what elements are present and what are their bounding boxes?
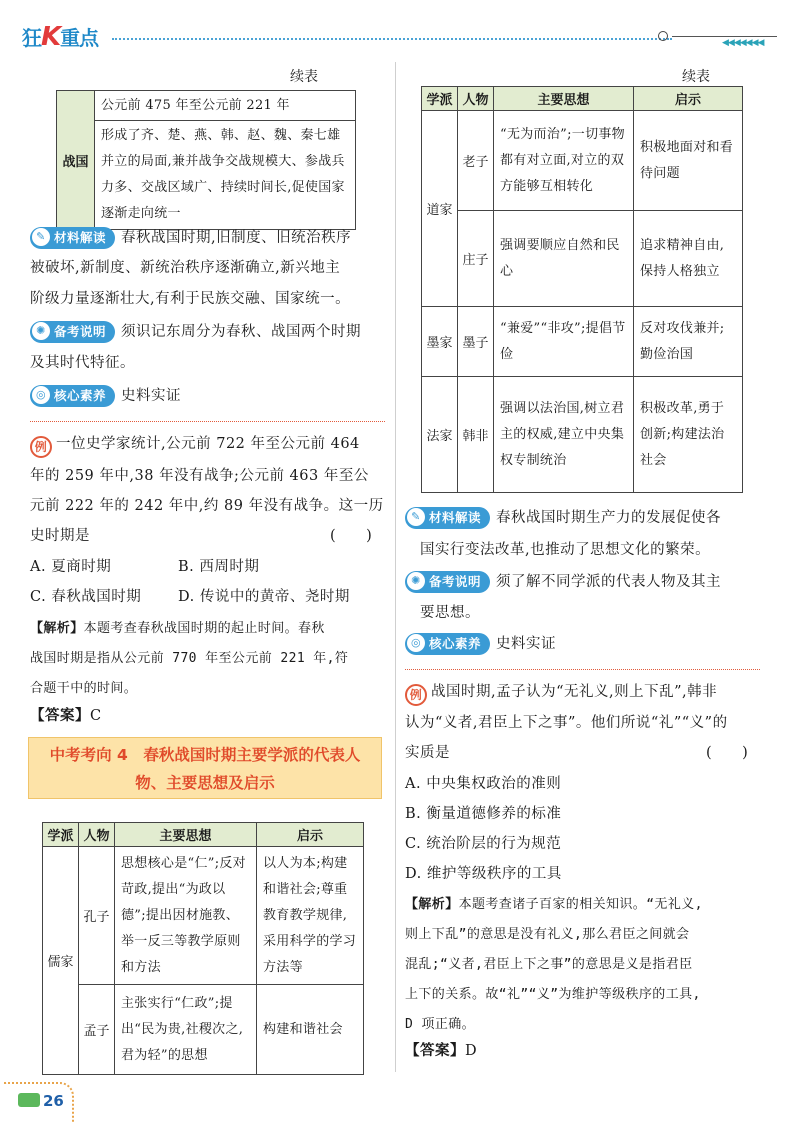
cell-insight: 构建和谐社会: [257, 985, 364, 1075]
right-material-line-2: 国实行变法改革,也推动了思想文化的繁荣。: [420, 542, 711, 558]
book-icon: ✎: [32, 228, 50, 246]
cell-school-daoist: 道家: [422, 111, 458, 307]
left-material-line-2: 被破坏,新制度、新统治秩序逐渐确立,新兴地主: [30, 260, 341, 276]
material-tag: ✎ 材料解读: [30, 227, 115, 249]
cell-idea: 强调以法治国,树立君主的权威,建立中央集权专制统治: [494, 377, 634, 493]
banner-line-1: 中考考向 4 春秋战国时期主要学派的代表人: [49, 746, 361, 764]
telescope-icon: ◎: [32, 386, 50, 404]
left-option-a[interactable]: A. 夏商时期: [30, 559, 112, 575]
banner-line-2: 物、主要思想及启示: [135, 774, 275, 792]
left-option-c[interactable]: C. 春秋战国时期: [30, 589, 142, 605]
logo-text-post: 重点: [60, 26, 99, 50]
right-material-line-1: ✎ 材料解读 春秋战国时期生产力的发展促使各: [405, 504, 721, 533]
left-core-line: ◎ 核心素养 史料实证: [30, 382, 181, 411]
core-tag: ◎ 核心素养: [405, 633, 490, 655]
right-option-b[interactable]: B. 衡量道德修养的标准: [405, 806, 562, 822]
right-prep-line-1: ✺ 备考说明 须了解不同学派的代表人物及其主: [405, 568, 721, 597]
cell-insight: 积极改革,勇于创新;构建法治社会: [634, 377, 743, 493]
cell-person: 墨子: [458, 307, 494, 377]
left-example-line-2: 年的 259 年中,38 年没有战争;公元前 463 年至公: [30, 468, 369, 484]
cell-insight: 追求精神自由,保持人格独立: [634, 211, 743, 307]
header-rule: [672, 36, 777, 37]
logo-text-pre: 狂: [22, 26, 41, 50]
right-table-caption: 续表: [682, 69, 710, 85]
header-dotted-rule: [112, 38, 672, 40]
book-icon: ✎: [407, 508, 425, 526]
cell-insight: 反对攻伐兼并;勤俭治国: [634, 307, 743, 377]
cell-idea: “兼爱”“非攻”;提倡节俭: [494, 307, 634, 377]
cell-person: 孟子: [79, 985, 115, 1075]
cell-person: 老子: [458, 111, 494, 211]
prep-tag: ✺ 备考说明: [405, 571, 490, 593]
right-analysis-line-2: 则上下乱”的意思是没有礼义,那么君臣之间就会: [405, 927, 690, 942]
left-analysis-line-2: 战国时期是指从公元前 770 年至公元前 221 年,符: [30, 651, 349, 666]
left-option-d[interactable]: D. 传说中的黄帝、尧时期: [178, 589, 350, 605]
prep-tag: ✺ 备考说明: [30, 321, 115, 343]
right-analysis-line-1: 【解析】本题考查诸子百家的相关知识。“无礼义,: [405, 897, 703, 912]
cell-person: 庄子: [458, 211, 494, 307]
right-prep-line-2: 要思想。: [420, 605, 480, 621]
right-core-line: ◎ 核心素养 史料实证: [405, 630, 556, 659]
left-analysis-line-1: 【解析】本题考查春秋战国时期的起止时间。春秋: [30, 621, 325, 636]
right-example-line-3: 实质是: [405, 745, 450, 761]
header-idea: 主要思想: [494, 87, 634, 111]
example-icon: 例: [30, 436, 52, 458]
cell-school-mohist: 墨家: [422, 307, 458, 377]
cell-person: 孔子: [79, 847, 115, 985]
right-analysis-line-3: 混乱;“义者,君臣上下之事”的意思是义是指君臣: [405, 957, 693, 972]
left-continued-table: [56, 90, 356, 230]
table-cell-period-desc: 形成了齐、楚、燕、韩、赵、魏、秦七雄并立的局面,兼并战争交战规模大、参战兵力多、交战区域广、持续时间长,促使国家逐渐走向统一: [95, 121, 356, 230]
book-icon: [18, 1093, 40, 1107]
left-material-line-3: 阶级力量逐渐壮大,有利于民族交融、国家统一。: [30, 291, 351, 307]
page-header: [0, 0, 800, 62]
left-prep-line-2: 及其时代特征。: [30, 355, 135, 371]
lightbulb-icon: ✺: [32, 322, 50, 340]
material-tag: ✎ 材料解读: [405, 507, 490, 529]
left-table-caption: 续表: [290, 69, 318, 85]
cell-idea: 强调要顺应自然和民心: [494, 211, 634, 307]
left-option-b[interactable]: B. 西周时期: [178, 559, 260, 575]
left-example-line-4: 史时期是: [30, 528, 90, 544]
right-analysis-line-4: 上下的关系。故“礼”“义”为维护等级秩序的工具,: [405, 987, 701, 1002]
table-cell-period-dates: 公元前 475 年至公元前 221 年: [95, 91, 356, 121]
exam-direction-banner: [28, 737, 382, 799]
header-insight: 启示: [634, 87, 743, 111]
header-school: 学派: [43, 823, 79, 847]
cell-insight: 以人为本;构建和谐社会;尊重教育教学规律,采用科学的学习方法等: [257, 847, 364, 985]
left-answer-line: 【答案】C: [30, 708, 102, 724]
logo-text-k: K: [41, 22, 61, 52]
header-idea: 主要思想: [115, 823, 257, 847]
right-example-line-2: 认为“义者,君臣上下之事”。他们所说“礼”“义”的: [405, 715, 728, 731]
telescope-icon: ◎: [407, 634, 425, 652]
right-example-divider: [405, 669, 760, 670]
lightbulb-icon: ✺: [407, 572, 425, 590]
left-example-line-3: 元前 222 年的 242 年中,约 89 年没有战争。这一历: [30, 498, 384, 514]
right-answer-line: 【答案】D: [405, 1043, 478, 1059]
header-circle-icon: [658, 31, 668, 41]
example-icon: 例: [405, 684, 427, 706]
right-schools-table: [421, 86, 743, 493]
left-analysis-line-3: 合题干中的时间。: [30, 681, 138, 696]
header-insight: 启示: [257, 823, 364, 847]
right-example-line-1: 例 战国时期,孟子认为“无礼义,则上下乱”,韩非: [405, 678, 717, 707]
right-option-c[interactable]: C. 统治阶层的行为规范: [405, 836, 562, 852]
brand-logo: [22, 22, 98, 52]
header-person: 人物: [79, 823, 115, 847]
left-material-line-1: ✎ 材料解读 春秋战国时期,旧制度、旧统治秩序: [30, 224, 351, 253]
cell-school-legalist: 法家: [422, 377, 458, 493]
left-example-divider: [30, 421, 385, 422]
right-option-d[interactable]: D. 维护等级秩序的工具: [405, 866, 562, 882]
right-option-a[interactable]: A. 中央集权政治的准则: [405, 776, 562, 792]
page-number: 26: [18, 1092, 64, 1110]
left-example-line-1: 例 一位史学家统计,公元前 722 年至公元前 464: [30, 430, 360, 459]
header-school: 学派: [422, 87, 458, 111]
cell-idea: 主张实行“仁政”;提出“民为贵,社稷次之,君为轻”的思想: [115, 985, 257, 1075]
cell-person: 韩非: [458, 377, 494, 493]
right-analysis-line-5: D 项正确。: [405, 1017, 476, 1032]
left-schools-table: [42, 822, 364, 1075]
left-prep-line-1: ✺ 备考说明 须识记东周分为春秋、战国两个时期: [30, 318, 361, 347]
right-answer-blank: ( ): [706, 745, 749, 761]
table-cell-period-label: 战国: [57, 91, 95, 230]
left-answer-blank: ( ): [330, 528, 373, 544]
core-tag: ◎ 核心素养: [30, 385, 115, 407]
cell-idea: 思想核心是“仁”;反对苛政,提出“为政以德”;提出因材施教、举一反三等教学原则和方法: [115, 847, 257, 985]
header-arrows-icon: ◀◀◀◀◀◀◀: [722, 38, 764, 48]
header-person: 人物: [458, 87, 494, 111]
cell-school-confucian: 儒家: [43, 847, 79, 1075]
cell-insight: 积极地面对和看待问题: [634, 111, 743, 211]
cell-idea: “无为而治”;一切事物都有对立面,对立的双方能够互相转化: [494, 111, 634, 211]
column-divider: [395, 62, 396, 1072]
